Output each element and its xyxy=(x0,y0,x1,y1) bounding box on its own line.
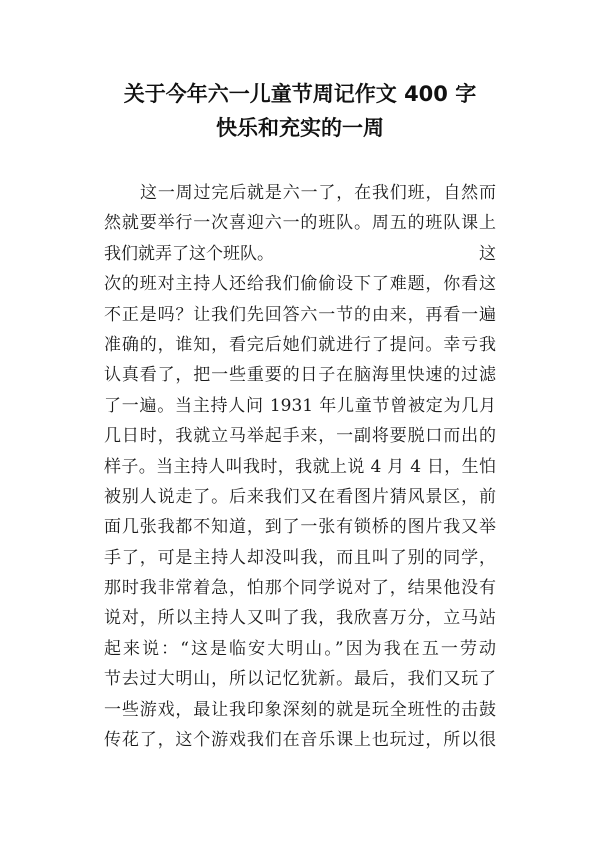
text-line-right: 这 xyxy=(479,243,496,264)
text-line: 不正是吗？让我们先回答六一节的由来，再看一遍 xyxy=(104,304,496,325)
document-title-line-2: 快乐和充实的一周 xyxy=(216,116,384,140)
text-line: 节去过大明山，所以记忆犹新。最后，我们又玩了 xyxy=(104,669,496,690)
document-title-line-1: 关于今年六一儿童节周记作文 400 字 xyxy=(123,82,477,106)
text-line: 那时我非常着急，怕那个同学说对了，结果他没有 xyxy=(104,578,496,599)
text-line: 准确的，谁知，看完后她们就进行了提问。幸亏我 xyxy=(104,334,496,355)
text-line: 传花了，这个游戏我们在音乐课上也玩过，所以很 xyxy=(104,730,496,751)
text-line: 被别人说走了。后来我们又在看图片猜风景区，前 xyxy=(104,486,496,507)
body-text xyxy=(104,178,496,755)
text-line-split xyxy=(104,239,496,269)
text-line: 几日时，我就立马举起手来，一副将要脱口而出的 xyxy=(104,426,496,447)
text-line: 次的班对主持人还给我们偷偷设下了难题，你看这 xyxy=(104,274,496,295)
text-line: 一些游戏，最让我印象深刻的就是玩全班性的击鼓 xyxy=(104,699,496,720)
text-line: 然就要举行一次喜迎六一的班队。周五的班队课上 xyxy=(104,213,496,234)
text-line: 面几张我都不知道，到了一张有锁桥的图片我又举 xyxy=(104,517,496,538)
text-line: 了一遍。当主持人问 1931 年儿童节曾被定为几月 xyxy=(104,395,496,416)
text-line: 认真看了，把一些重要的日子在脑海里快速的过滤 xyxy=(104,365,496,386)
text-line: 手了，可是主持人却没叫我，而且叫了别的同学， xyxy=(104,547,496,568)
text-line: 起来说：“这是临安大明山。”因为我在五一劳动 xyxy=(104,638,496,659)
text-line: 说对，所以主持人又叫了我，我欣喜万分，立马站 xyxy=(104,608,496,629)
text-line-left: 我们就弄了这个班队。 xyxy=(104,243,274,264)
text-line: 这一周过完后就是六一了，在我们班，自然而 xyxy=(140,183,496,203)
text-line: 样子。当主持人叫我时，我就上说 4 月 4 日，生怕 xyxy=(104,456,496,477)
